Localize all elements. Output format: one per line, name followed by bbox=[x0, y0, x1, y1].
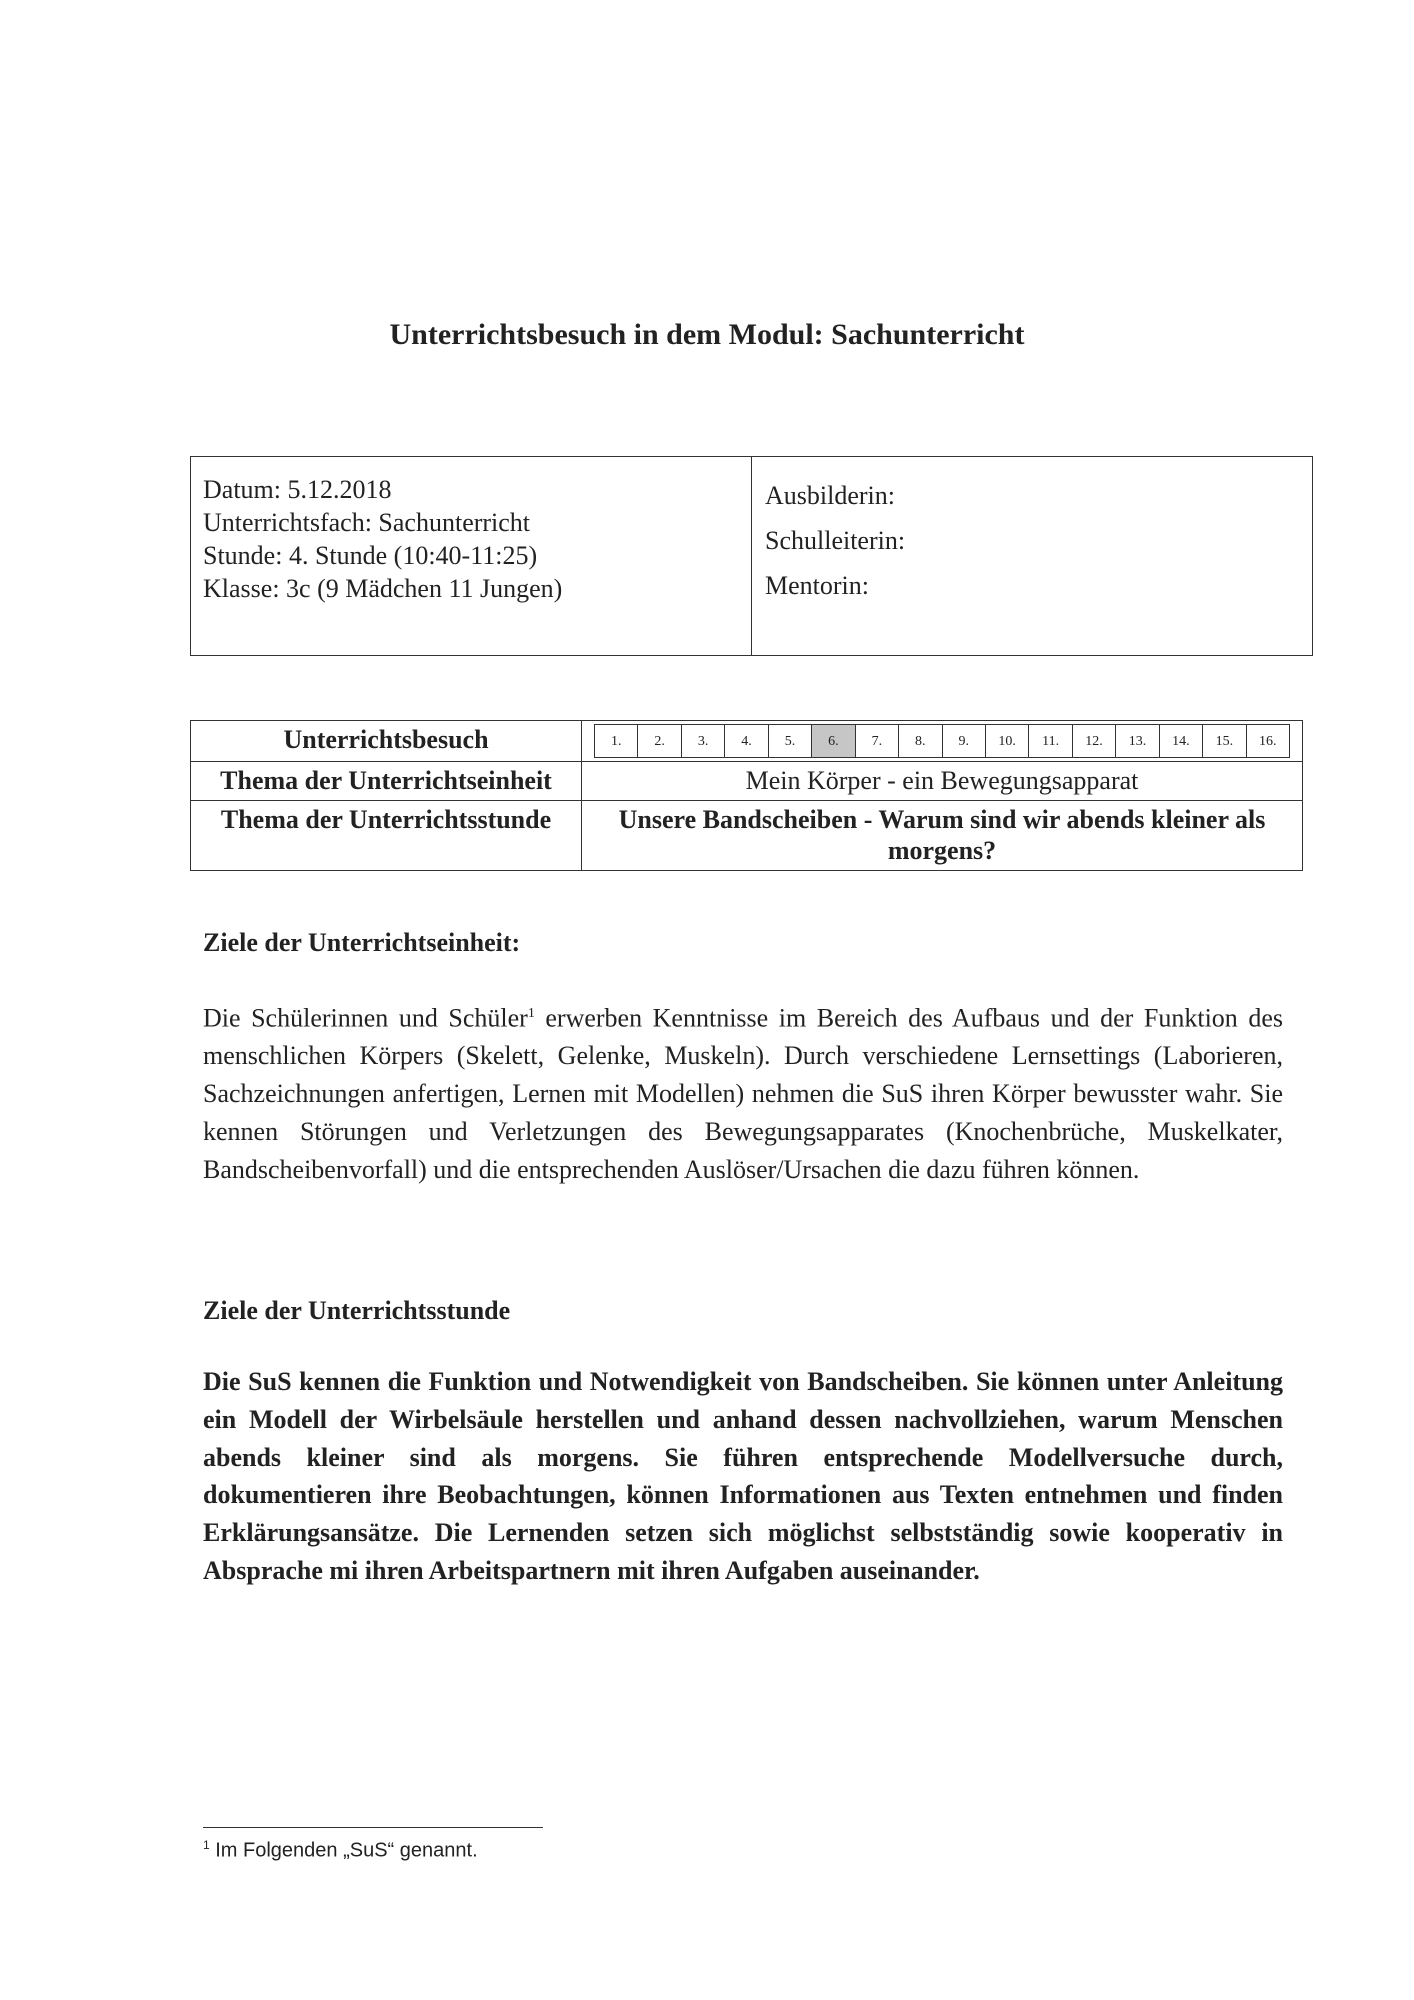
visit-number-box: 4. bbox=[725, 724, 768, 758]
unit-goals-text bbox=[203, 995, 1283, 1189]
visit-number-box: 15. bbox=[1203, 724, 1246, 758]
visit-number-box: 5. bbox=[769, 724, 812, 758]
lesson-goals-text: Die SuS kennen die Funktion und Notwendigkeit von Bandscheiben. Sie können unter Anleitung ein Modell der Wirbelsäule herstellen und anhand dessen nachvollziehen, warum Menschen abends kleiner sind als morgens. Sie führen entsprechende Modellversuche durch, dokumentieren ihre Beobachtungen, können Informationen aus Texten entnehmen und finden Erklärungsansätze. Die Lernenden setzen sich möglichst selbstständig sowie kooperativ in Absprache mi ihren Arbeitspartnern mit ihren Aufgaben auseinander. bbox=[203, 1367, 1283, 1585]
info-date: Datum: 5.12.2018 bbox=[203, 475, 392, 504]
footnote-number: 1 bbox=[203, 1838, 210, 1852]
visit-number-box: 1. bbox=[594, 724, 638, 758]
visit-number-box: 14. bbox=[1160, 724, 1203, 758]
unit-goals-text-start: Die Schülerinnen und Schüler bbox=[203, 1003, 528, 1033]
table-row bbox=[191, 801, 1303, 871]
visit-number-row bbox=[594, 724, 1290, 758]
visit-number-box: 2. bbox=[638, 724, 681, 758]
unit-topic-value: Mein Körper - ein Bewegungsapparat bbox=[582, 762, 1303, 801]
unit-goals-text-rest: erwerben Kenntnisse im Bereich des Aufbaus und der Funktion des menschlichen Körpers (Skelett, Gelenke, Muskeln). Durch verschiedene Lernsettings (Laborieren, Sachzeichnungen anfertigen, Lernen mit Modellen) nehmen die SuS ihren Körper bewusster wahr. Sie kennen Störungen und Verletzungen des Bewegungsapparates (Knochenbrüche, Muskelkater, Bandscheibenvorfall) und die entsprechenden Auslöser/Ursachen die dazu führen können. bbox=[203, 1003, 1284, 1184]
info-right-cell bbox=[752, 457, 1312, 655]
info-subject: Unterrichtsfach: Sachunterricht bbox=[203, 508, 531, 537]
visit-number-box: 12. bbox=[1073, 724, 1116, 758]
info-principal: Schulleiterin: bbox=[765, 526, 906, 555]
info-left-cell bbox=[191, 457, 752, 655]
footnote-text: Im Folgenden „SuS“ genannt. bbox=[209, 1839, 478, 1862]
document-title: Unterrichtsbesuch in dem Modul: Sachunterricht bbox=[389, 318, 1025, 351]
unit-topic-label: Thema der Unterrichtseinheit bbox=[191, 762, 582, 801]
lesson-goals-heading: Ziele der Unterrichtsstunde bbox=[203, 1296, 511, 1325]
table-row bbox=[191, 762, 1303, 801]
info-class: Klasse: 3c (9 Mädchen 11 Jungen) bbox=[203, 574, 563, 603]
visit-number-box: 13. bbox=[1116, 724, 1159, 758]
unit-goals-heading: Ziele der Unterrichtseinheit: bbox=[203, 928, 521, 957]
lesson-topic-value: Unsere Bandscheiben - Warum sind wir abends kleiner als morgens? bbox=[582, 801, 1303, 871]
visit-number-box: 8. bbox=[899, 724, 942, 758]
visit-number-box: 3. bbox=[682, 724, 725, 758]
info-box bbox=[190, 456, 1313, 656]
visit-number-box: 7. bbox=[856, 724, 899, 758]
visit-number-box: 11. bbox=[1029, 724, 1072, 758]
info-lesson-time: Stunde: 4. Stunde (10:40-11:25) bbox=[203, 541, 538, 570]
lesson-topic-label: Thema der Unterrichtsstunde bbox=[191, 801, 582, 871]
visit-label: Unterrichtsbesuch bbox=[191, 721, 582, 762]
footnote bbox=[203, 1838, 478, 1863]
lesson-table bbox=[190, 720, 1303, 871]
visit-number-box: 6. bbox=[812, 724, 855, 758]
visit-number-box: 9. bbox=[943, 724, 986, 758]
footnote-reference: 1 bbox=[527, 1006, 535, 1021]
visit-number-box: 10. bbox=[986, 724, 1029, 758]
footnote-separator bbox=[203, 1827, 543, 1828]
info-mentor: Mentorin: bbox=[765, 571, 869, 600]
visit-number-cell bbox=[582, 721, 1303, 762]
table-row bbox=[191, 721, 1303, 762]
info-trainer: Ausbilderin: bbox=[765, 481, 895, 510]
visit-number-box: 16. bbox=[1247, 724, 1290, 758]
